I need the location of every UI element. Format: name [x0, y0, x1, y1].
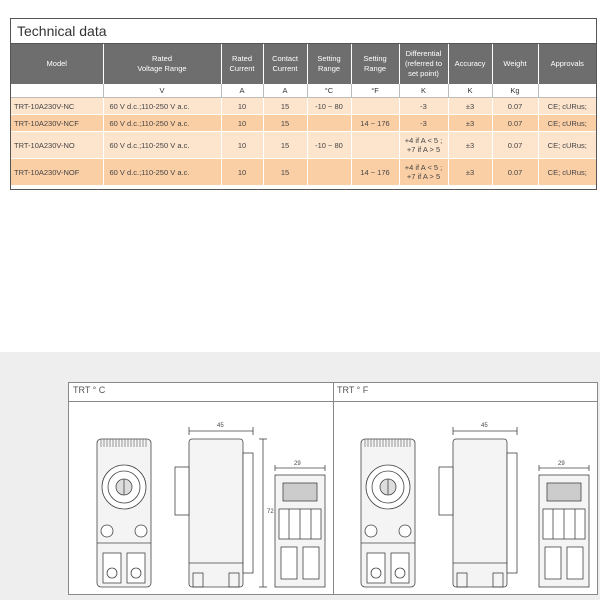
unit-cell: V: [103, 84, 221, 98]
unit-cell: K: [448, 84, 492, 98]
cell-setting-range-f: [351, 98, 399, 115]
cell-contact-current: 15: [263, 159, 307, 186]
rear-view: [539, 465, 589, 587]
drawing-label-celsius: TRT ° C: [73, 385, 106, 395]
cell-accuracy: ±3: [448, 115, 492, 132]
cell-approvals: CE; cURus;: [538, 98, 596, 115]
table-row: [11, 115, 596, 132]
cell-weight: 0.07: [492, 159, 538, 186]
cell-rated-current: 10: [221, 132, 263, 159]
thermostat-drawing-fahrenheit: [353, 413, 593, 593]
col-header-setting-range-f: Setting Range: [351, 44, 399, 84]
col-header-rated-current: Rated Current: [221, 44, 263, 84]
cell-voltage: 60 V d.c.;110-250 V a.c.: [103, 159, 221, 186]
units-row: [11, 84, 596, 98]
cell-differential: +4 if A < 5 ; +7 if A > 5: [399, 132, 448, 159]
dimension-height: 72: [267, 509, 274, 515]
cell-voltage: 60 V d.c.;110-250 V a.c.: [103, 132, 221, 159]
cell-weight: 0.07: [492, 132, 538, 159]
unit-cell: A: [263, 84, 307, 98]
cell-contact-current: 15: [263, 115, 307, 132]
cell-setting-range-c: [307, 159, 351, 186]
col-header-weight: Weight: [492, 44, 538, 84]
dimension-depth: 29: [294, 461, 301, 467]
dimension-depth: 29: [558, 461, 565, 467]
cell-setting-range-f: [351, 132, 399, 159]
cell-weight: 0.07: [492, 98, 538, 115]
table-row: [11, 159, 596, 186]
col-header-accuracy: Accuracy: [448, 44, 492, 84]
unit-cell: °F: [351, 84, 399, 98]
side-view: [439, 427, 517, 587]
technical-data-panel: [10, 18, 597, 190]
front-view: [361, 439, 415, 587]
table-header-row: [11, 44, 596, 84]
col-header-approvals: Approvals: [538, 44, 596, 84]
dimension-drawings-panel: [68, 382, 598, 595]
cell-setting-range-f: 14 ~ 176: [351, 115, 399, 132]
cell-model: TRT-10A230V-NC: [11, 98, 103, 115]
col-header-differential: Differential (referred to set point): [399, 44, 448, 84]
cell-differential: +4 if A < 5 ; +7 if A > 5: [399, 159, 448, 186]
cell-weight: 0.07: [492, 115, 538, 132]
unit-cell: °C: [307, 84, 351, 98]
cell-differential: -3: [399, 115, 448, 132]
unit-cell: [538, 84, 596, 98]
table-row: [11, 132, 596, 159]
cell-model: TRT-10A230V-NO: [11, 132, 103, 159]
cell-contact-current: 15: [263, 132, 307, 159]
cell-approvals: CE; cURus;: [538, 159, 596, 186]
section-title: Technical data: [11, 19, 596, 44]
unit-cell: [11, 84, 103, 98]
drawing-label-fahrenheit: TRT ° F: [337, 385, 369, 395]
spec-table: [11, 44, 596, 186]
col-header-model: Model: [11, 44, 103, 84]
cell-accuracy: ±3: [448, 98, 492, 115]
cell-approvals: CE; cURus;: [538, 115, 596, 132]
cell-contact-current: 15: [263, 98, 307, 115]
cell-accuracy: ±3: [448, 159, 492, 186]
cell-accuracy: ±3: [448, 132, 492, 159]
thermostat-drawing-celsius: [89, 413, 329, 593]
col-header-contact-current: Contact Current: [263, 44, 307, 84]
table-row: [11, 98, 596, 115]
cell-approvals: CE; cURus;: [538, 132, 596, 159]
drawings-column-divider: [333, 383, 334, 594]
dimension-width: 45: [481, 423, 488, 429]
cell-rated-current: 10: [221, 115, 263, 132]
cell-setting-range-c: -10 ~ 80: [307, 98, 351, 115]
side-view: [175, 427, 267, 587]
cell-rated-current: 10: [221, 159, 263, 186]
cell-voltage: 60 V d.c.;110-250 V a.c.: [103, 98, 221, 115]
cell-model: TRT-10A230V-NCF: [11, 115, 103, 132]
cell-setting-range-c: -10 ~ 80: [307, 132, 351, 159]
cell-rated-current: 10: [221, 98, 263, 115]
dimension-width: 45: [217, 423, 224, 429]
front-view: [97, 439, 151, 587]
col-header-voltage: Rated Voltage Range: [103, 44, 221, 84]
col-header-setting-range-c: Setting Range: [307, 44, 351, 84]
unit-cell: Kg: [492, 84, 538, 98]
cell-model: TRT-10A230V-NOF: [11, 159, 103, 186]
unit-cell: A: [221, 84, 263, 98]
cell-setting-range-c: [307, 115, 351, 132]
cell-differential: -3: [399, 98, 448, 115]
cell-voltage: 60 V d.c.;110-250 V a.c.: [103, 115, 221, 132]
unit-cell: K: [399, 84, 448, 98]
rear-view: [275, 465, 325, 587]
cell-setting-range-f: 14 ~ 176: [351, 159, 399, 186]
